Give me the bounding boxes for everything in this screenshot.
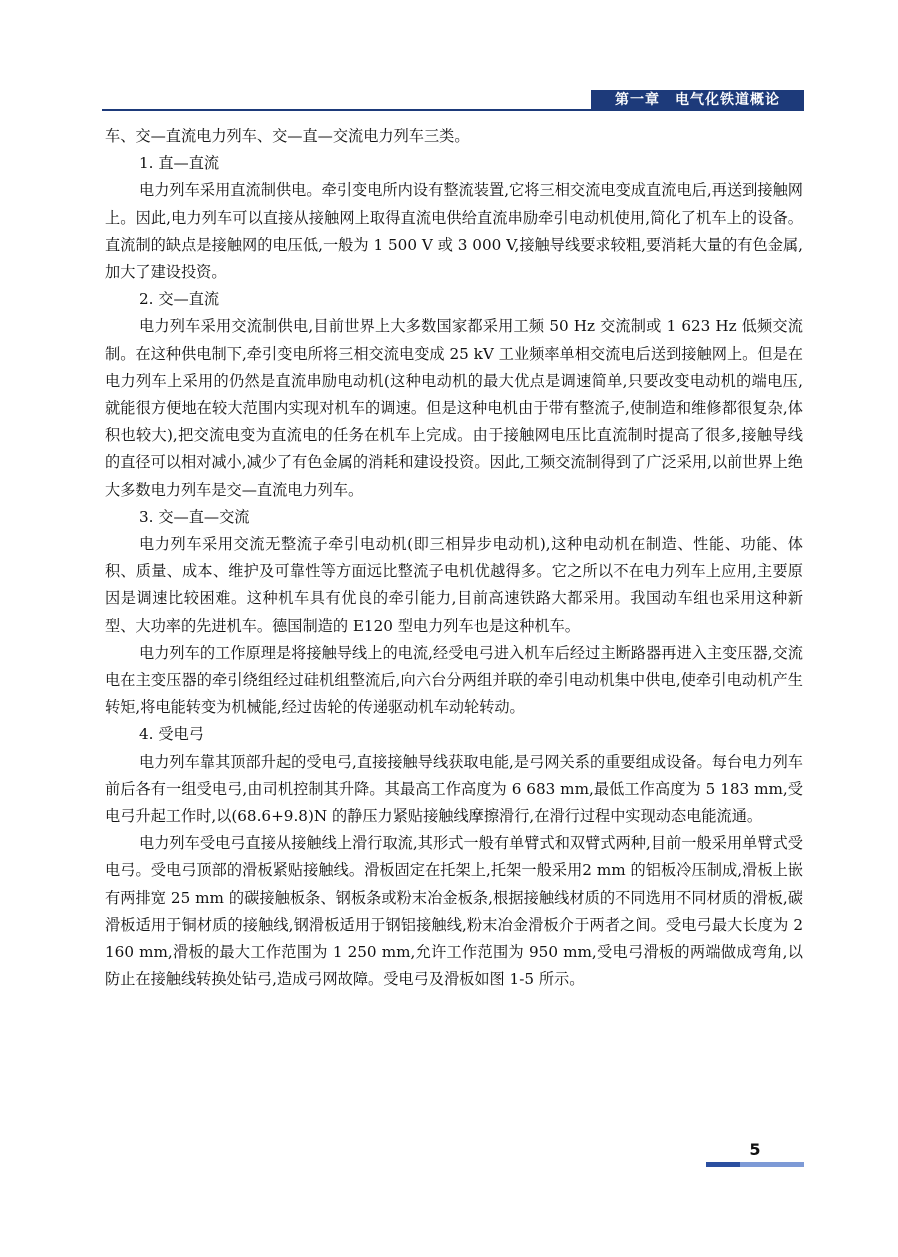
- section-heading-pantograph: 4. 受电弓: [139, 725, 204, 744]
- paragraph: 电力列车靠其顶部升起的受电弓,直接接触导线获取电能,是弓网关系的重要组成设备。每台电力列车前后各有一组受电弓,由司机控制其升降。其最高工作高度为 6 683 mm,最低工作高度为 5 183 mm,受电弓升起工作时,以(68.6+9.8)N 的静压力紧贴接触线摩擦滑行,在滑行过程中实现动态电能流通。: [105, 752, 803, 826]
- page-number: 5: [749, 1140, 761, 1159]
- section-heading-ac-dc-ac: 3. 交—直—交流: [139, 507, 250, 526]
- page-body: [105, 123, 803, 994]
- section-heading-dc-dc: 1. 直—直流: [139, 154, 220, 173]
- paragraph: 电力列车采用交流无整流子牵引电动机(即三相异步电动机),这种电动机在制造、性能、功能、体积、质量、成本、维护及可靠性等方面远比整流子电机优越得多。它之所以不在电力列车上应用,主要原因是调速比较困难。这种机车具有优良的牵引能力,目前高速铁路大都采用。我国动车组也采用这种新型、大功率的先进机车。德国制造的 E120 型电力列车也是这种机车。: [105, 535, 803, 635]
- paragraph: 电力列车采用直流制供电。牵引变电所内设有整流装置,它将三相交流电变成直流电后,再送到接触网上。因此,电力列车可以直接从接触网上取得直流电供给直流串励牵引电动机使用,简化了机车上的设备。直流制的缺点是接触网的电压低,一般为 1 500 V 或 3 000 V,接触导线要求较粗,要消耗大量的有色金属,加大了建设投资。: [105, 181, 803, 282]
- footer-bar-accent: [740, 1162, 804, 1167]
- paragraph: 电力列车的工作原理是将接触导线上的电流,经受电弓进入机车后经过主断路器再进入主变压器,交流电在主变压器的牵引绕组经过硅机组整流后,向六台分两组并联的牵引电动机集中供电,使牵引电动机产生转矩,将电能转变为机械能,经过齿轮的传递驱动机车动轮转动。: [105, 643, 803, 717]
- paragraph: 电力列车采用交流制供电,目前世界上大多数国家都采用工频 50 Hz 交流制或 1 623 Hz 低频交流制。在这种供电制下,牵引变电所将三相交流电变成 25 kV 工业频率单相交流电后送到接触网上。但是在电力列车上采用的仍然是直流串励电动机(这种电动机的最大优点是调速简单,只要改变电动机的端电压,就能很方便地在较大范围内实现对机车的调速。但是这种电机由于带有整流子,使制造和维修都很复杂,体积也较大),把交流电变为直流电的任务在机车上完成。由于接触网电压比直流制时提高了很多,接触导线的直径可以相对减小,减少了有色金属的消耗和建设投资。因此,工频交流制得到了广泛采用,以前世界上绝大多数电力列车是交—直流电力列车。: [105, 317, 803, 499]
- paragraph: 电力列车受电弓直接从接触线上滑行取流,其形式一般有单臂式和双臂式两种,目前一般采用单臂式受电弓。受电弓顶部的滑板紧贴接触线。滑板固定在托架上,托架一般采用2 mm 的铝板冷压制成,滑板上嵌有两排宽 25 mm 的碳接触板条、钢板条或粉末冶金板条,根据接触线材质的不同选用不同材质的滑板,碳滑板适用于铜材质的接触线,钢滑板适用于钢铝接触线,粉末冶金滑板介于两者之间。受电弓最大长度为 2 160 mm,滑板的最大工作范围为 1 250 mm,允许工作范围为 950 mm,受电弓滑板的两端做成弯角,以防止在接触线转换处钻弓,造成弓网故障。受电弓及滑板如图 1-5 所示。: [105, 834, 803, 989]
- section-heading-ac-dc: 2. 交—直流: [139, 290, 220, 309]
- chapter-header: 第一章 电气化铁道概论: [591, 90, 804, 110]
- paragraph-continuation: 车、交—直流电力列车、交—直—交流电力列车三类。: [105, 127, 470, 145]
